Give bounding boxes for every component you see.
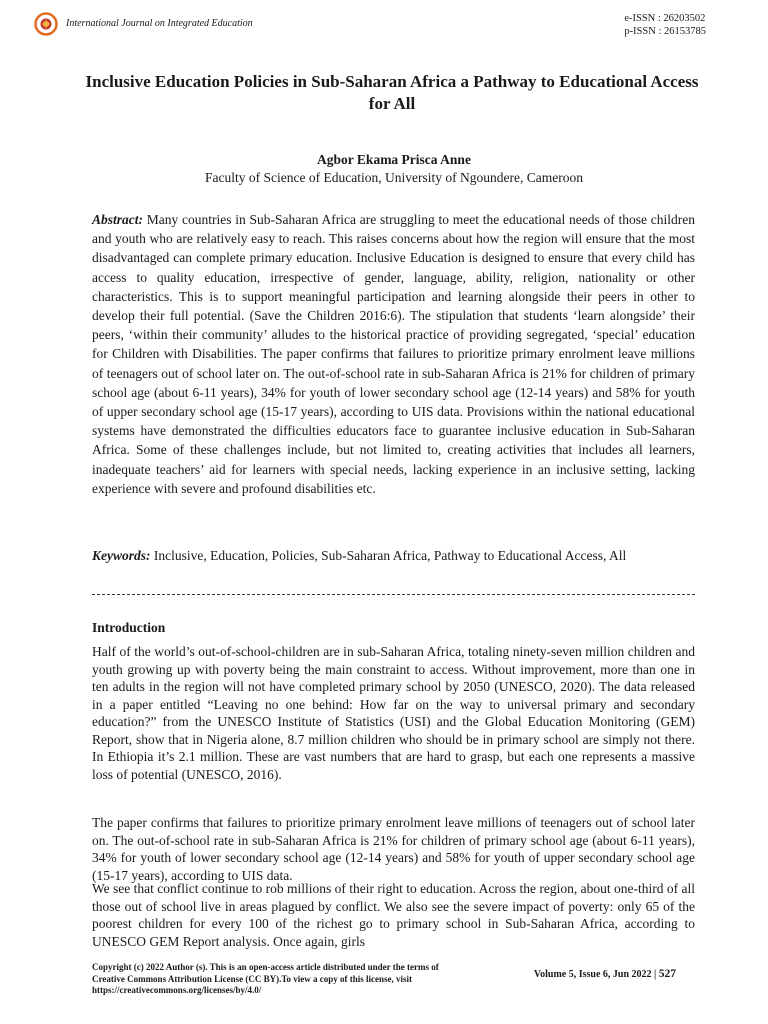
eissn: e-ISSN : 26203502 [624, 13, 706, 24]
volume-info [534, 968, 676, 980]
intro-paragraph-2: The paper confirms that failures to prioritize primary enrolment leave millions of teenagers out of school later on. The out-of-school rate in sub-Saharan Africa is 21% for children of primary school age (about 6-11 years), 34% for youth of lower secondary school age (12-14 years) and 58% for youth of upper secondary school age (15-17 years), according to UIS data. [92, 815, 695, 883]
page-header [34, 10, 734, 42]
introduction-heading: Introduction [92, 620, 166, 635]
keywords [92, 546, 695, 565]
issn-block [624, 12, 706, 38]
intro-paragraph-3: We see that conflict continue to rob millions of their right to education. Across the region, about one-third of all those out of school live in areas plagued by conflict. We also see the severe impact of poverty: only 65 of the poorest children for every 100 of the richest go to primary school in Sub-Saharan Africa, according to UNESCO GEM Report analysis. Once again, girls [92, 881, 695, 949]
abstract-label: Abstract: [92, 212, 144, 227]
intro-paragraph-1: Half of the world’s out-of-school-children are in sub-Saharan Africa, totaling ninety-seven million children and youth growing up with poverty being the main constraint to access. Without improvement, more than one in ten adults in the region will not have completed primary school by 2050 (UNESCO, 2020). The data released in a paper entitled “Leaving no one behind: How far on the way to universal primary and secondary education?” from the UNESCO Institute of Statistics (USI) and the Global Education Monitoring (GEM) Report, show that in Nigeria alone, 8.7 million children who should be in primary school are simply not there. In Ethiopia it’s 2.1 million. These are vast numbers that are hard to grasp, but each one represents a massive loss of potential (UNESCO, 2016). [92, 644, 695, 782]
pissn: p-ISSN : 26153785 [624, 26, 706, 37]
abstract [92, 210, 695, 498]
keywords-text: Inclusive, Education, Policies, Sub-Saharan Africa, Pathway to Educational Access, All [153, 548, 627, 563]
section-divider [92, 594, 695, 595]
page-number: 527 [658, 968, 676, 980]
keywords-label: Keywords: [92, 548, 151, 563]
author-name: Agbor Ekama Prisca Anne [317, 152, 471, 167]
journal-name: International Journal on Integrated Education [66, 18, 253, 29]
journal-logo-icon [34, 12, 58, 36]
abstract-text: Many countries in Sub-Saharan Africa are struggling to meet the educational needs of those children and youth who are relatively easy to reach. This raises concerns about how the region will ensure that the most disadvantaged can complete primary education. Inclusive Education is designed to ensure that every child has access to quality education, irrespective of gender, language, ability, religion, nationality or other characteristics. This is to support meaningful participation and learning alongside their peers in other to develop their full potential. (Save the Children 2016:6). The stipulation that students ‘learn alongside’ their peers, ‘within their community’ alludes to the historical practice of providing segregated, ‘special’ education for Children with Disabilities. The paper confirms that failures to prioritize primary enrolment leave millions of teenagers out of school later on. The out-of-school rate in sub-Saharan Africa is 21% for children of primary school age (about 6-11 years), 34% for youth of lower secondary school age (12-14 years) and 58% for youth of upper secondary school age (15-17 years), according to UIS data. Provisions within the national educational systems have demonstrated the difficulties educators face to guarantee inclusive education in Sub-Saharan Africa. Some of these challenges include, but not limited to, creating activities that includes all learners, inadequate teachers’ aid for learners with special needs, lacking experience in an inclusive setting, lacking experience with severe and profound disabilities etc. [92, 212, 695, 496]
paper-title: Inclusive Education Policies in Sub-Saharan Africa a Pathway to Educational Access for All [85, 72, 699, 113]
author-affiliation: Faculty of Science of Education, University of Ngoundere, Cameroon [205, 170, 583, 185]
volume-issue: Volume 5, Issue 6, Jun 2022 | [533, 969, 657, 980]
copyright-notice: Copyright (c) 2022 Author (s). This is an open-access article distributed under the terms of Creative Commons Attribution License (CC BY).To view a copy of this license, visit https://creativecommons.org/licenses/by/4.0/ [92, 962, 439, 995]
